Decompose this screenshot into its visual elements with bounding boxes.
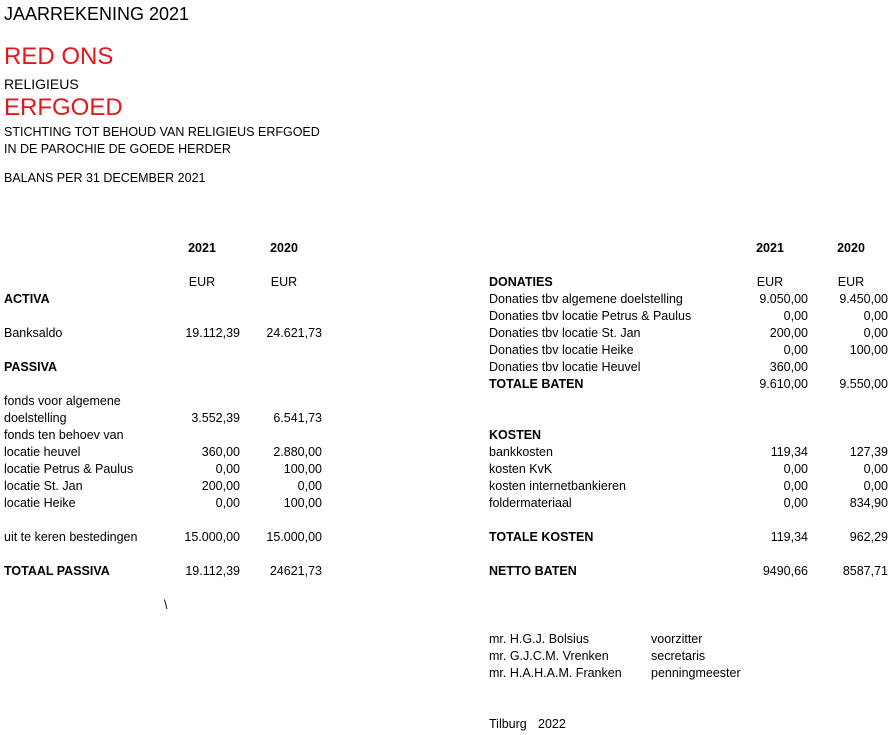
left-year-2020: 2020 bbox=[270, 241, 298, 255]
total-passiva-label: TOTAAL PASSIVA bbox=[4, 564, 110, 578]
donation-row-2020: 9.450,00 bbox=[839, 292, 888, 306]
total-income-label: TOTALE BATEN bbox=[489, 377, 584, 391]
right-year-2020: 2020 bbox=[837, 241, 865, 255]
cost-row-label: kosten internetbankieren bbox=[489, 479, 626, 493]
total-income-2020: 9.550,00 bbox=[839, 377, 888, 391]
donation-row-2020: 100,00 bbox=[849, 343, 888, 357]
cost-row-2021: 0,00 bbox=[783, 496, 808, 510]
organization-name: STICHTING TOT BEHOUD VAN RELIGIEUS ERFGOED bbox=[4, 125, 320, 139]
net-income-label: NETTO BATEN bbox=[489, 564, 577, 578]
footer-year: 2022 bbox=[538, 717, 566, 731]
balance-heading: BALANS PER 31 DECEMBER 2021 bbox=[4, 171, 206, 185]
location-row-label: locatie Petrus & Paulus bbox=[4, 462, 134, 476]
activa-heading: ACTIVA bbox=[4, 292, 50, 306]
cost-row-2021: 119,34 bbox=[770, 445, 808, 459]
donation-row-2021: 200,00 bbox=[769, 326, 808, 340]
donation-row-2020: 0,00 bbox=[863, 309, 888, 323]
cost-row-label: bankkosten bbox=[489, 445, 553, 459]
left-year-2021: 2021 bbox=[188, 241, 216, 255]
total-costs-2021: 119,34 bbox=[770, 530, 808, 544]
general-fund-2020: 6.541,73 bbox=[273, 411, 322, 425]
location-row-label: locatie Heike bbox=[4, 496, 76, 510]
location-row-2021: 0,00 bbox=[215, 496, 240, 510]
donation-row-label: Donaties tbv locatie St. Jan bbox=[489, 326, 641, 340]
logo-text-red-ons: RED ONS bbox=[4, 43, 114, 70]
total-costs-label: TOTALE KOSTEN bbox=[489, 530, 594, 544]
cost-row-label: kosten KvK bbox=[489, 462, 553, 476]
footer-place: Tilburg bbox=[489, 717, 527, 731]
cost-row-2021: 0,00 bbox=[783, 479, 808, 493]
location-row-2020: 100,00 bbox=[283, 496, 322, 510]
cost-row-2020: 834,90 bbox=[849, 496, 888, 510]
location-row-2021: 360,00 bbox=[201, 445, 240, 459]
cost-row-2021: 0,00 bbox=[783, 462, 808, 476]
location-row-2020: 0,00 bbox=[297, 479, 322, 493]
signatory-role: secretaris bbox=[651, 649, 706, 663]
bank-2021: 19.112,39 bbox=[185, 326, 240, 340]
payout-2021: 15.000,00 bbox=[184, 530, 240, 544]
cost-row-2020: 0,00 bbox=[863, 479, 888, 493]
donation-row-label: Donaties tbv locatie Heuvel bbox=[489, 360, 641, 374]
location-row-2021: 0,00 bbox=[215, 462, 240, 476]
donation-row-2021: 0,00 bbox=[783, 309, 808, 323]
signatory-role: penningmeester bbox=[651, 666, 741, 680]
net-income-2021: 9490,66 bbox=[762, 564, 808, 578]
stray-mark: \ bbox=[164, 598, 168, 612]
donation-row-label: Donaties tbv locatie Heike bbox=[489, 343, 634, 357]
bank-2020: 24.621,73 bbox=[266, 326, 322, 340]
left-currency-2020: EUR bbox=[270, 275, 298, 289]
organization-parish: IN DE PAROCHIE DE GOEDE HERDER bbox=[4, 142, 231, 156]
net-income-2020: 8587,71 bbox=[842, 564, 888, 578]
total-passiva-2021: 19.112,39 bbox=[185, 564, 240, 578]
passiva-heading: PASSIVA bbox=[4, 360, 58, 374]
payout-2020: 15.000,00 bbox=[266, 530, 322, 544]
donation-row-label: Donaties tbv algemene doelstelling bbox=[489, 292, 683, 306]
location-row-2020: 100,00 bbox=[283, 462, 322, 476]
payout-label: uit te keren bestedingen bbox=[4, 530, 138, 544]
costs-heading: KOSTEN bbox=[489, 428, 542, 442]
donations-heading: DONATIES bbox=[489, 275, 553, 289]
cost-row-2020: 0,00 bbox=[863, 462, 888, 476]
donation-row-2021: 9.050,00 bbox=[759, 292, 808, 306]
donation-row-2020: 0,00 bbox=[863, 326, 888, 340]
location-row-label: locatie St. Jan bbox=[4, 479, 83, 493]
donation-row-label: Donaties tbv locatie Petrus & Paulus bbox=[489, 309, 692, 323]
bank-label: Banksaldo bbox=[4, 326, 63, 340]
logo-text-erfgoed: ERFGOED bbox=[4, 94, 123, 121]
donation-row-2021: 0,00 bbox=[783, 343, 808, 357]
signatory-name: mr. H.A.H.A.M. Franken bbox=[489, 666, 622, 680]
location-row-2021: 200,00 bbox=[201, 479, 240, 493]
logo-text-religieus: RELIGIEUS bbox=[4, 76, 79, 92]
location-row-label: locatie heuvel bbox=[4, 445, 81, 459]
signatory-role: voorzitter bbox=[651, 632, 703, 646]
right-year-2021: 2021 bbox=[756, 241, 784, 255]
location-row-2020: 2.880,00 bbox=[273, 445, 322, 459]
total-income-2021: 9.610,00 bbox=[759, 377, 808, 391]
right-currency-2021: EUR bbox=[756, 275, 784, 289]
general-fund-label-1: fonds voor algemene bbox=[4, 394, 121, 408]
left-currency-2021: EUR bbox=[188, 275, 216, 289]
signatory-name: mr. H.G.J. Bolsius bbox=[489, 632, 590, 646]
donation-row-2021: 360,00 bbox=[769, 360, 808, 374]
right-currency-2020: EUR bbox=[837, 275, 865, 289]
general-fund-2021: 3.552,39 bbox=[191, 411, 240, 425]
total-costs-2020: 962,29 bbox=[849, 530, 888, 544]
cost-row-label: foldermateriaal bbox=[489, 496, 572, 510]
location-fund-label: fonds ten behoev van bbox=[4, 428, 124, 442]
general-fund-label-2: doelstelling bbox=[4, 411, 67, 425]
cost-row-2020: 127,39 bbox=[849, 445, 888, 459]
signatory-name: mr. G.J.C.M. Vrenken bbox=[489, 649, 609, 663]
total-passiva-2020: 24621,73 bbox=[269, 564, 322, 578]
document-title: JAARREKENING 2021 bbox=[4, 4, 190, 24]
